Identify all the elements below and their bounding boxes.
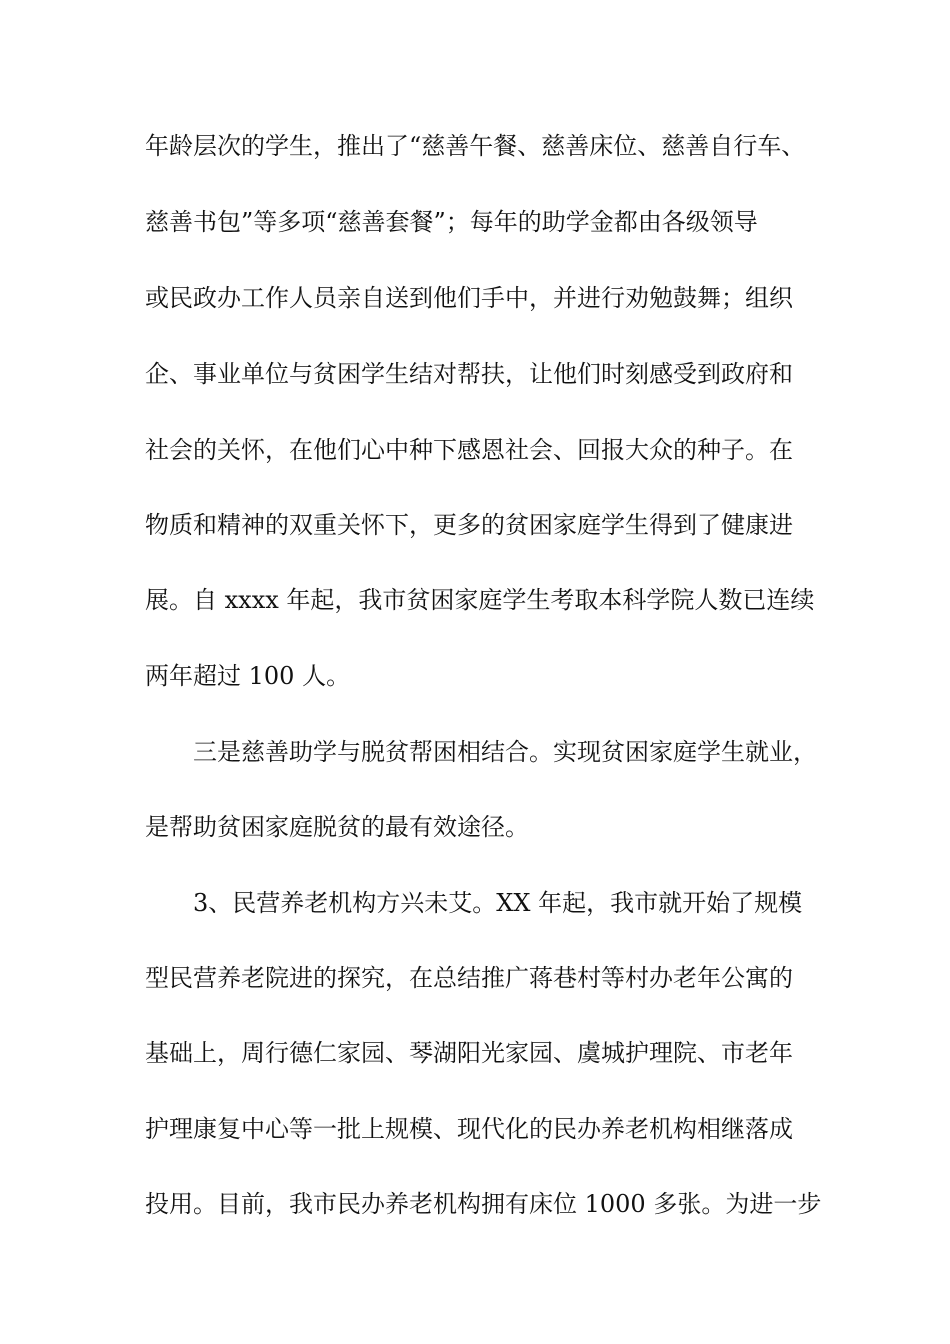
text-line: 基础上，周行德仁家园、琴湖阳光家园、虞城护理院、市老年 <box>145 1039 793 1067</box>
text-line: 企、事业单位与贫困学生结对帮扶，让他们时刻感受到政府和 <box>145 360 793 388</box>
text-line: 是帮助贫困家庭脱贫的最有效途径。 <box>145 813 529 841</box>
text-line: 物质和精神的双重关怀下，更多的贫困家庭学生得到了健康进 <box>145 511 793 539</box>
text-line: 两年超过 100 人。 <box>145 662 351 690</box>
paragraph-first-line: 3、民营养老机构方兴未艾。XX 年起，我市就开始了规模 <box>193 889 803 917</box>
text-line: 型民营养老院进的探究，在总结推广蒋巷村等村办老年公寓的 <box>145 964 793 992</box>
text-line: 展。自 xxxx 年起，我市贫困家庭学生考取本科学院人数已连续 <box>145 586 815 614</box>
text-line: 慈善书包”等多项“慈善套餐”；每年的助学金都由各级领导 <box>145 208 758 236</box>
paragraph-first-line: 三是慈善助学与脱贫帮困相结合。实现贫困家庭学生就业， <box>193 738 817 766</box>
text-line: 或民政办工作人员亲自送到他们手中，并进行劝勉鼓舞；组织 <box>145 284 793 312</box>
text-line: 社会的关怀，在他们心中种下感恩社会、回报大众的种子。在 <box>145 436 793 464</box>
text-line: 投用。目前，我市民办养老机构拥有床位 1000 多张。为进一步 <box>145 1190 822 1218</box>
text-line: 年龄层次的学生，推出了“慈善午餐、慈善床位、慈善自行车、 <box>145 132 806 160</box>
text-line: 护理康复中心等一批上规模、现代化的民办养老机构相继落成 <box>145 1115 793 1143</box>
